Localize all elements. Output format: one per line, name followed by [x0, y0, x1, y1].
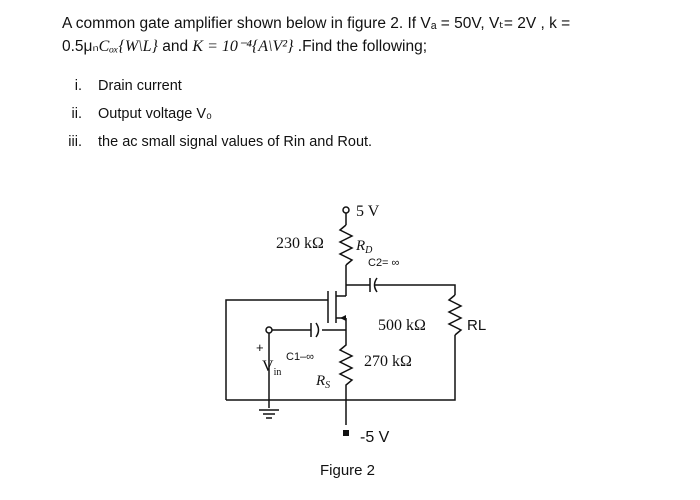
vss-label: -5 V: [360, 429, 390, 446]
list-item-text: Output voltage V₀: [98, 106, 213, 122]
question-mu-n: 0.5μₙ: [62, 38, 99, 55]
rd-resistor: [340, 225, 352, 265]
c1-label: C1–∞: [286, 351, 315, 363]
vin-label: $V_{in}$: [262, 358, 282, 378]
vss-terminal: [343, 430, 349, 436]
rd-name: $R_D$: [356, 238, 373, 256]
question-cox-wl: Cₒₓ{W\L}: [98, 38, 158, 55]
question-k-value: K = 10⁻⁴{A\V²}: [192, 38, 294, 55]
rd-value: 230 kΩ: [276, 235, 324, 252]
list-item-number: iii.: [68, 134, 82, 150]
rl-value: 500 kΩ: [378, 317, 426, 334]
question-find: .Find the following;: [293, 38, 428, 55]
c1-plate-right: [316, 323, 319, 337]
list-item-number: ii.: [71, 106, 82, 122]
list-item-text: Drain current: [98, 78, 182, 94]
list-item-text: the ac small signal values of Rin and Rout.: [98, 134, 373, 150]
question-line-1: A common gate amplifier shown below in figure 2. If Vₐ = 50V, Vₜ= 2V , k =: [62, 15, 571, 32]
rs-name: $R_S$: [316, 373, 331, 391]
rl-name: RL: [467, 317, 487, 334]
rs-resistor: [340, 335, 352, 425]
rs-value: 270 kΩ: [364, 353, 412, 370]
vdd-terminal: [343, 207, 349, 213]
gate-wire: [226, 300, 331, 400]
figure-caption: Figure 2: [320, 462, 376, 479]
list-item-number: i.: [74, 78, 82, 94]
c2-right-wire: [375, 285, 455, 295]
rl-resistor: [449, 295, 461, 335]
vin-sign: +: [256, 340, 264, 355]
mosfet-arrow: [340, 315, 346, 321]
vin-terminal: [266, 327, 272, 333]
vdd-label: 5 V: [356, 203, 380, 220]
c2-label: C2= ∞: [368, 257, 400, 269]
question-and: and: [157, 38, 193, 55]
